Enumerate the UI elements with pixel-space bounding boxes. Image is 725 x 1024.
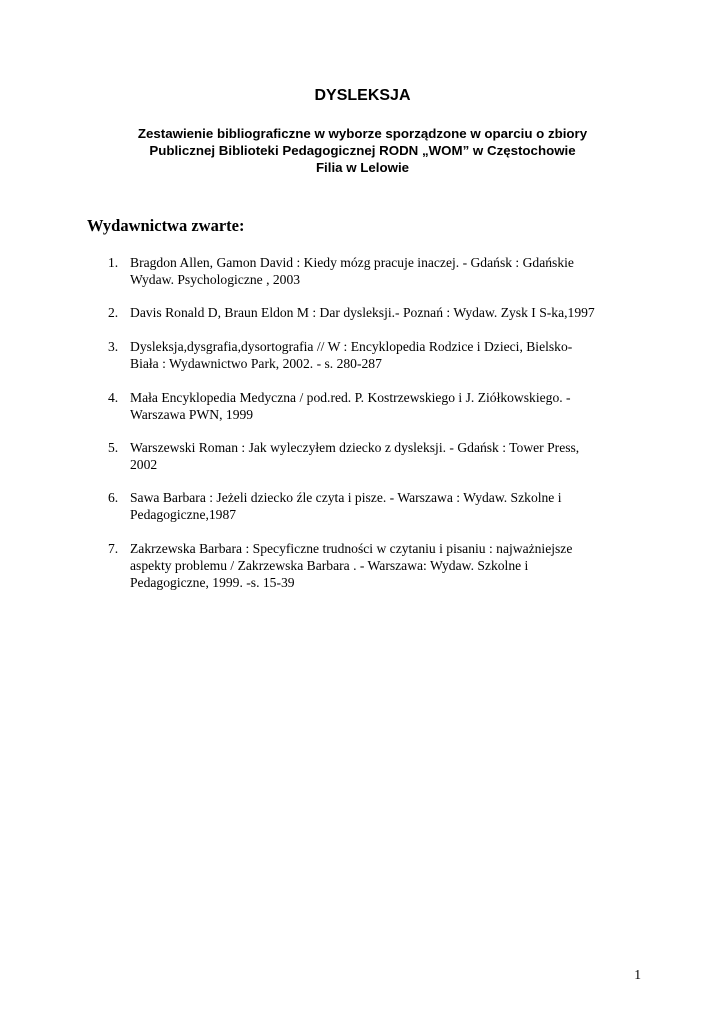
entry-number: 4. (108, 390, 119, 405)
entry-line: Wydaw. Psychologiczne , 2003 (130, 272, 301, 287)
document-title: DYSLEKSJA (314, 87, 411, 104)
subtitle-line: Filia w Lelowie (315, 160, 410, 175)
entry-line: Biała : Wydawnictwo Park, 2002. - s. 280-287 (130, 356, 382, 371)
entry-text (130, 338, 640, 372)
entry-line: Davis Ronald D, Braun Eldon M : Dar dysleksji.- Poznań : Wydaw. Zysk I S-ka,1997 (130, 305, 595, 320)
entry-number: 6. (108, 490, 119, 505)
entry-line: Warszewski Roman : Jak wyleczyłem dziecko z dysleksji. - Gdańsk : Tower Press, (130, 440, 580, 455)
entry-text (130, 489, 640, 523)
entry-line: Sawa Barbara : Jeżeli dziecko źle czyta i pisze. - Warszawa : Wydaw. Szkolne i (130, 490, 562, 505)
entry-text (130, 304, 640, 321)
entry-line: Pedagogiczne,1987 (130, 507, 237, 522)
subtitle-line: Zestawienie bibliograficzne w wyborze sporządzone w oparciu o zbiory (137, 126, 588, 141)
entry-line: aspekty problemu / Zakrzewska Barbara . - Warszawa: Wydaw. Szkolne i (130, 558, 529, 573)
entry-number: 5. (108, 440, 119, 455)
entry-line: Zakrzewska Barbara : Specyficzne trudności w czytaniu i pisaniu : najważniejsze (130, 541, 573, 556)
section-heading: Wydawnictwa zwarte: (87, 216, 245, 235)
entry-line: Dysleksja,dysgrafia,dysortografia // W : Encyklopedia Rodzice i Dzieci, Bielsko- (130, 339, 573, 354)
entry-text (130, 540, 640, 591)
entry-line: Mała Encyklopedia Medyczna / pod.red. P. Kostrzewskiego i J. Ziółkowskiego. - (130, 390, 571, 405)
entry-number: 1. (108, 255, 119, 270)
entry-line: Warszawa PWN, 1999 (130, 407, 254, 422)
entry-line: Bragdon Allen, Gamon David : Kiedy mózg pracuje inaczej. - Gdańsk : Gdańskie (130, 255, 574, 270)
entry-line: 2002 (130, 457, 158, 472)
entry-text (130, 254, 640, 288)
entry-text (130, 389, 640, 423)
subtitle-line: Publicznej Biblioteki Pedagogicznej RODN „WOM” w Częstochowie (149, 143, 576, 158)
entry-number: 7. (108, 541, 119, 556)
document-subtitle (80, 125, 645, 176)
entry-number: 2. (108, 305, 119, 320)
entry-line: Pedagogiczne, 1999. -s. 15-39 (130, 575, 295, 590)
entry-text (130, 439, 640, 473)
page-number: 1 (634, 967, 641, 982)
entry-number: 3. (108, 339, 119, 354)
